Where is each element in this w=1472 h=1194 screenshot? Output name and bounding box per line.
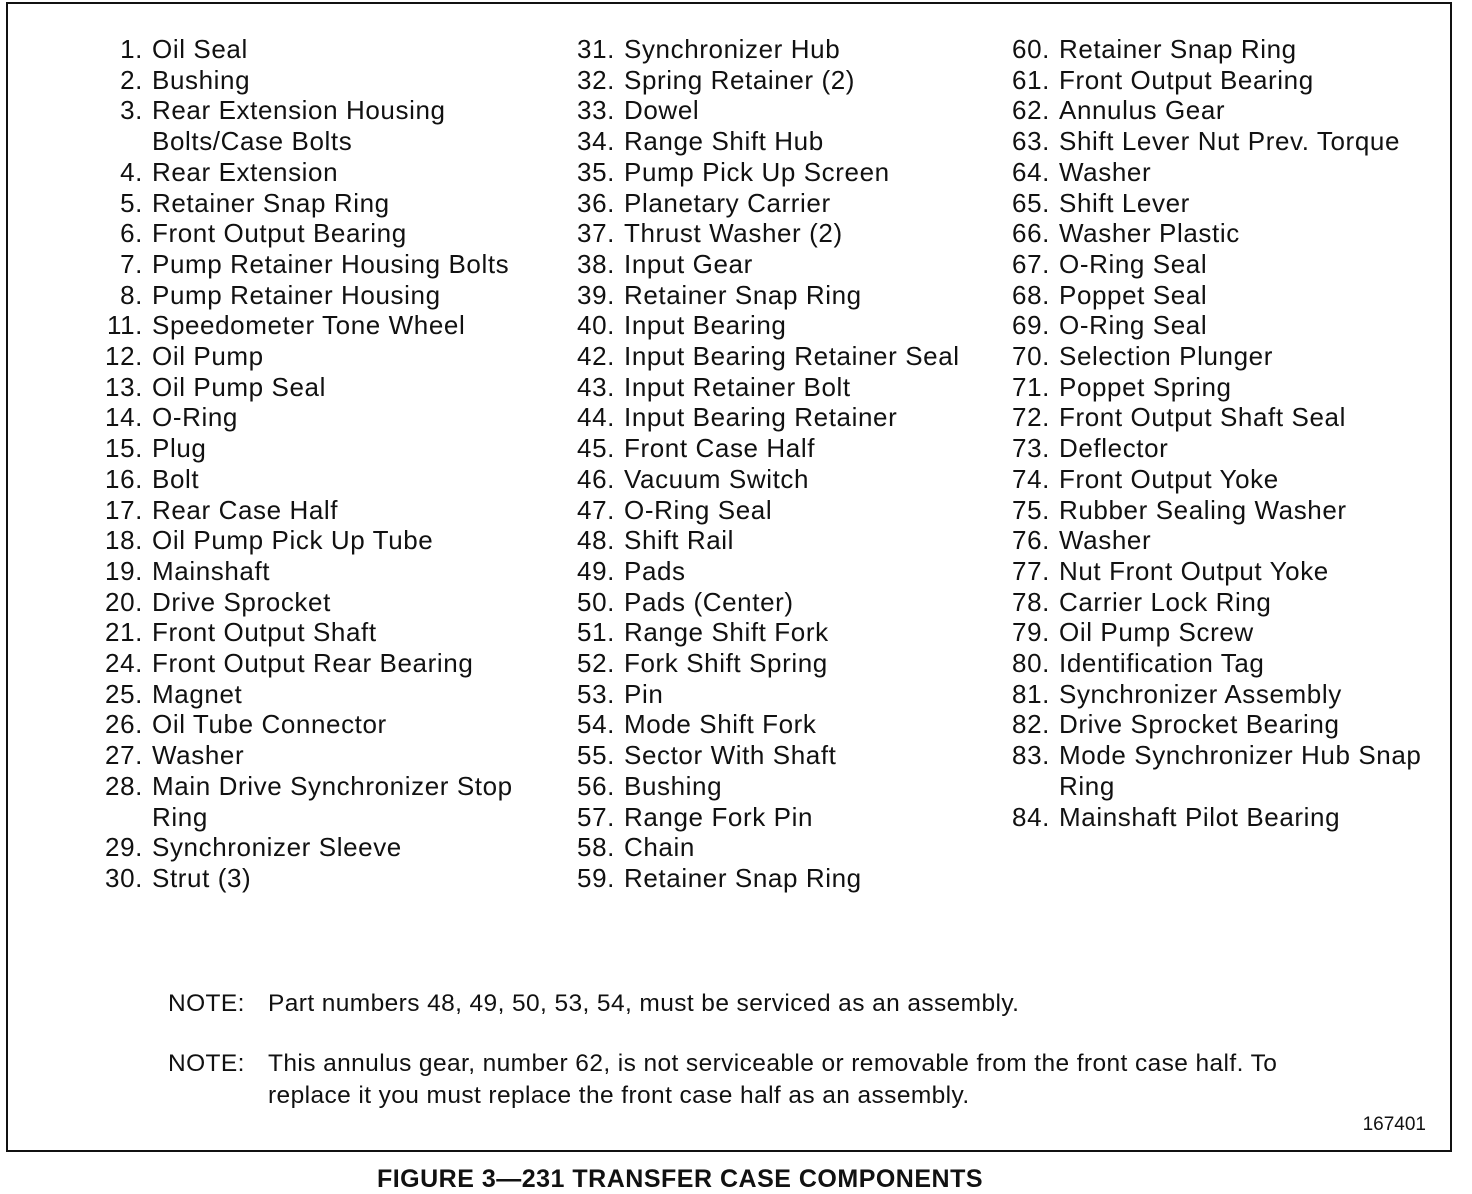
part-label: Input Bearing — [624, 310, 787, 341]
part-item — [558, 433, 978, 464]
part-item — [84, 648, 534, 679]
part-item — [993, 709, 1443, 740]
part-label: Front Output Rear Bearing — [152, 648, 474, 679]
part-label: Range Shift Fork — [624, 617, 829, 648]
part-label: Pads — [624, 555, 686, 586]
part-label: Retainer Snap Ring — [624, 279, 862, 310]
part-label: Bolt — [152, 463, 200, 494]
note-prefix: NOTE: — [168, 1050, 245, 1077]
part-number: 35. — [577, 156, 615, 187]
part-item — [558, 617, 978, 648]
part-number: 36. — [577, 187, 615, 218]
part-label: Front Output Bearing — [152, 218, 407, 249]
part-number: 31. — [577, 34, 615, 64]
part-item — [558, 587, 978, 618]
part-number: 66. — [1012, 218, 1050, 249]
part-label: Pump Retainer Housing Bolts — [152, 248, 510, 279]
part-number: 5. — [120, 187, 143, 218]
part-item — [84, 34, 534, 65]
part-label: Front Case Half — [624, 433, 816, 464]
part-number: 24. — [105, 648, 143, 679]
part-label: Bushing — [152, 64, 251, 95]
part-item — [558, 464, 978, 495]
part-number: 72. — [1012, 402, 1050, 433]
part-item — [558, 740, 978, 771]
part-item — [558, 218, 978, 249]
part-item — [558, 802, 978, 833]
part-item — [84, 341, 534, 372]
part-item — [558, 402, 978, 433]
part-item — [84, 863, 534, 894]
part-label: Poppet Seal — [1059, 279, 1208, 310]
part-label: Washer — [1059, 156, 1152, 187]
part-number: 8. — [120, 279, 143, 310]
part-number: 48. — [577, 525, 615, 556]
part-label: Shift Lever Nut Prev. Torque — [1059, 126, 1400, 157]
part-label: Washer Plastic — [1059, 218, 1240, 249]
part-item — [993, 802, 1443, 833]
part-label: Mode Shift Fork — [624, 709, 817, 740]
part-item — [558, 126, 978, 157]
part-label: Washer — [1059, 525, 1152, 556]
part-label: Front Output Shaft — [152, 617, 377, 648]
part-label: Annulus Gear — [1059, 95, 1226, 126]
part-number: 17. — [105, 494, 143, 525]
part-item — [558, 771, 978, 802]
part-item — [558, 679, 978, 710]
part-label: Input Gear — [624, 248, 753, 279]
part-item — [993, 495, 1443, 526]
part-number: 16. — [105, 463, 143, 494]
part-item — [84, 525, 534, 556]
part-label: Input Retainer Bolt — [624, 371, 851, 402]
part-label: Planetary Carrier — [624, 187, 831, 218]
note-assembly — [168, 988, 1019, 1020]
part-number: 30. — [105, 862, 143, 893]
part-item — [84, 587, 534, 618]
part-item — [558, 556, 978, 587]
part-label: Oil Pump Pick Up Tube — [152, 525, 434, 556]
part-item — [84, 402, 534, 433]
part-number: 4. — [120, 156, 143, 187]
part-number: 11. — [106, 310, 143, 341]
part-item — [84, 464, 534, 495]
part-item — [993, 556, 1443, 587]
part-label: Oil Seal — [152, 34, 248, 64]
part-item — [558, 95, 978, 126]
part-number: 25. — [105, 678, 143, 709]
part-item — [993, 587, 1443, 618]
part-label: Vacuum Switch — [624, 463, 810, 494]
part-label: Pin — [624, 678, 664, 709]
part-number: 44. — [577, 402, 615, 433]
part-item — [558, 310, 978, 341]
part-item — [993, 188, 1443, 219]
part-number: 75. — [1012, 494, 1050, 525]
part-number: 6. — [120, 218, 143, 249]
part-item — [558, 341, 978, 372]
part-label: Sector With Shaft — [624, 740, 837, 771]
part-item — [993, 464, 1443, 495]
part-label: Range Fork Pin — [624, 801, 814, 832]
part-number: 69. — [1012, 310, 1050, 341]
part-label: Strut (3) — [152, 862, 252, 893]
part-number: 84. — [1012, 801, 1050, 832]
part-item — [993, 310, 1443, 341]
part-number: 20. — [105, 586, 143, 617]
part-item — [84, 218, 534, 249]
part-item — [993, 679, 1443, 710]
part-item — [993, 34, 1443, 65]
part-number: 64. — [1012, 156, 1050, 187]
part-number: 56. — [577, 770, 615, 801]
part-label: Drive Sprocket Bearing — [1059, 709, 1340, 740]
part-item — [84, 249, 534, 280]
part-number: 60. — [1012, 34, 1050, 64]
part-item — [993, 617, 1443, 648]
part-label: Chain — [624, 832, 695, 863]
part-item — [84, 556, 534, 587]
part-number: 57. — [577, 801, 615, 832]
part-item — [84, 157, 534, 188]
part-number: 50. — [577, 586, 615, 617]
part-label: Pump Retainer Housing — [152, 279, 441, 310]
part-item — [84, 65, 534, 96]
figure-code: 167401 — [1362, 1114, 1426, 1135]
part-label: Deflector — [1059, 433, 1169, 464]
part-number: 1. — [120, 34, 143, 64]
part-item — [84, 95, 534, 156]
part-label: Synchronizer Hub — [624, 34, 841, 64]
part-number: 13. — [105, 371, 143, 402]
part-number: 59. — [577, 862, 615, 893]
note-annulus-gear — [168, 1048, 1288, 1112]
part-label: Rubber Sealing Washer — [1059, 494, 1347, 525]
part-label: Oil Pump — [152, 341, 264, 372]
part-number: 15. — [105, 433, 143, 464]
part-label: Synchronizer Assembly — [1059, 678, 1342, 709]
part-number: 26. — [105, 709, 143, 740]
part-label: Identification Tag — [1059, 648, 1265, 679]
part-item — [993, 218, 1443, 249]
part-number: 71. — [1012, 371, 1050, 402]
part-item — [84, 280, 534, 311]
part-number: 81. — [1012, 678, 1050, 709]
part-number: 52. — [577, 648, 615, 679]
part-label: Rear Extension — [152, 156, 339, 187]
part-item — [993, 525, 1443, 556]
part-label: Bushing — [624, 770, 723, 801]
part-label: Oil Pump Seal — [152, 371, 326, 402]
part-label: O-Ring — [152, 402, 238, 433]
part-number: 67. — [1012, 248, 1050, 279]
part-item — [558, 525, 978, 556]
part-number: 65. — [1012, 187, 1050, 218]
part-number: 2. — [120, 64, 143, 95]
part-label: Shift Rail — [624, 525, 735, 556]
part-label: Spring Retainer (2) — [624, 64, 856, 95]
part-number: 83. — [1012, 740, 1050, 771]
part-label: Washer — [152, 740, 245, 771]
part-item — [84, 679, 534, 710]
part-number: 34. — [577, 126, 615, 157]
part-number: 55. — [577, 740, 615, 771]
part-item — [84, 188, 534, 219]
part-number: 51. — [577, 617, 615, 648]
part-label: Rear Case Half — [152, 494, 339, 525]
part-number: 14. — [105, 402, 143, 433]
part-number: 79. — [1012, 617, 1050, 648]
part-number: 49. — [577, 555, 615, 586]
part-item — [993, 280, 1443, 311]
part-number: 3. — [120, 95, 143, 126]
part-label: Front Output Shaft Seal — [1059, 402, 1346, 433]
part-label: Carrier Lock Ring — [1059, 586, 1272, 617]
part-number: 63. — [1012, 126, 1050, 157]
part-number: 78. — [1012, 586, 1050, 617]
parts-column-1 — [84, 34, 534, 894]
part-number: 29. — [105, 832, 143, 863]
part-item — [84, 310, 534, 341]
part-number: 38. — [577, 248, 615, 279]
part-item — [84, 372, 534, 403]
part-item — [993, 433, 1443, 464]
part-label: Oil Tube Connector — [152, 709, 387, 740]
part-item — [993, 341, 1443, 372]
part-label: Mainshaft — [152, 555, 271, 586]
parts-column-3 — [993, 34, 1443, 832]
part-label: Selection Plunger — [1059, 341, 1273, 372]
note-text: This annulus gear, number 62, is not serviceable or removable from the front case half. To replace it you must replace the front case half as an assembly. — [268, 1050, 1278, 1109]
part-item — [993, 372, 1443, 403]
part-number: 42. — [577, 341, 615, 372]
part-number: 68. — [1012, 279, 1050, 310]
part-item — [84, 617, 534, 648]
part-label: Retainer Snap Ring — [152, 187, 390, 218]
part-number: 18. — [105, 525, 143, 556]
part-item — [558, 188, 978, 219]
part-item — [993, 402, 1443, 433]
part-number: 58. — [577, 832, 615, 863]
parts-legend-box — [6, 2, 1452, 1152]
part-label: Speedometer Tone Wheel — [152, 310, 466, 341]
part-number: 43. — [577, 371, 615, 402]
part-item — [993, 740, 1443, 801]
part-item — [993, 65, 1443, 96]
part-number: 21. — [105, 617, 143, 648]
part-label: Dowel — [624, 95, 700, 126]
part-item — [993, 249, 1443, 280]
part-number: 54. — [577, 709, 615, 740]
part-number: 74. — [1012, 463, 1050, 494]
part-label: Mode Synchronizer Hub Snap Ring — [1059, 740, 1422, 801]
part-label: Plug — [152, 433, 207, 464]
part-item — [84, 832, 534, 863]
part-number: 7. — [120, 248, 143, 279]
part-item — [558, 495, 978, 526]
part-item — [84, 771, 534, 832]
part-label: Pads (Center) — [624, 586, 794, 617]
part-label: Fork Shift Spring — [624, 648, 828, 679]
part-label: Pump Pick Up Screen — [624, 156, 890, 187]
part-label: Poppet Spring — [1059, 371, 1232, 402]
part-label: Range Shift Hub — [624, 126, 824, 157]
part-label: O-Ring Seal — [1059, 310, 1208, 341]
part-number: 37. — [577, 218, 615, 249]
part-number: 73. — [1012, 433, 1050, 464]
part-item — [84, 495, 534, 526]
part-number: 28. — [105, 770, 143, 801]
part-number: 80. — [1012, 648, 1050, 679]
part-number: 70. — [1012, 341, 1050, 372]
part-item — [558, 280, 978, 311]
part-label: Oil Pump Screw — [1059, 617, 1254, 648]
part-item — [84, 433, 534, 464]
part-label: Front Output Bearing — [1059, 64, 1314, 95]
part-number: 47. — [577, 494, 615, 525]
part-number: 40. — [577, 310, 615, 341]
part-number: 12. — [105, 341, 143, 372]
part-item — [993, 95, 1443, 126]
part-label: Shift Lever — [1059, 187, 1190, 218]
part-item — [558, 157, 978, 188]
parts-column-2 — [558, 34, 978, 894]
part-item — [558, 832, 978, 863]
part-number: 46. — [577, 463, 615, 494]
part-label: O-Ring Seal — [624, 494, 773, 525]
note-text: Part numbers 48, 49, 50, 53, 54, must be serviced as an assembly. — [268, 990, 1020, 1017]
part-label: Retainer Snap Ring — [624, 862, 862, 893]
part-item — [558, 709, 978, 740]
part-item — [993, 126, 1443, 157]
figure-caption: FIGURE 3—231 TRANSFER CASE COMPONENTS — [376, 1165, 984, 1193]
part-number: 33. — [577, 95, 615, 126]
part-number: 45. — [577, 433, 615, 464]
part-label: Thrust Washer (2) — [624, 218, 843, 249]
part-item — [84, 709, 534, 740]
part-label: Front Output Yoke — [1059, 463, 1279, 494]
part-item — [993, 648, 1443, 679]
part-number: 39. — [577, 279, 615, 310]
part-number: 77. — [1012, 555, 1050, 586]
part-item — [993, 157, 1443, 188]
part-number: 53. — [577, 678, 615, 709]
part-number: 62. — [1012, 95, 1050, 126]
part-number: 82. — [1012, 709, 1050, 740]
part-item — [84, 740, 534, 771]
part-item — [558, 648, 978, 679]
part-label: Retainer Snap Ring — [1059, 34, 1297, 64]
part-item — [558, 249, 978, 280]
part-number: 61. — [1012, 64, 1050, 95]
part-label: Mainshaft Pilot Bearing — [1059, 801, 1341, 832]
part-label: O-Ring Seal — [1059, 248, 1208, 279]
part-label: Rear Extension Housing Bolts/Case Bolts — [152, 95, 446, 157]
part-item — [558, 863, 978, 894]
part-number: 19. — [105, 555, 143, 586]
part-label: Nut Front Output Yoke — [1059, 555, 1329, 586]
part-item — [558, 34, 978, 65]
part-label: Drive Sprocket — [152, 586, 331, 617]
part-item — [558, 65, 978, 96]
note-prefix: NOTE: — [168, 990, 245, 1017]
part-label: Input Bearing Retainer Seal — [624, 341, 960, 372]
part-number: 76. — [1012, 525, 1050, 556]
part-label: Main Drive Synchronizer Stop Ring — [152, 770, 513, 832]
part-item — [558, 372, 978, 403]
part-label: Input Bearing Retainer — [624, 402, 898, 433]
part-label: Synchronizer Sleeve — [152, 832, 402, 863]
part-label: Magnet — [152, 678, 243, 709]
part-number: 32. — [577, 64, 615, 95]
part-number: 27. — [105, 740, 143, 771]
